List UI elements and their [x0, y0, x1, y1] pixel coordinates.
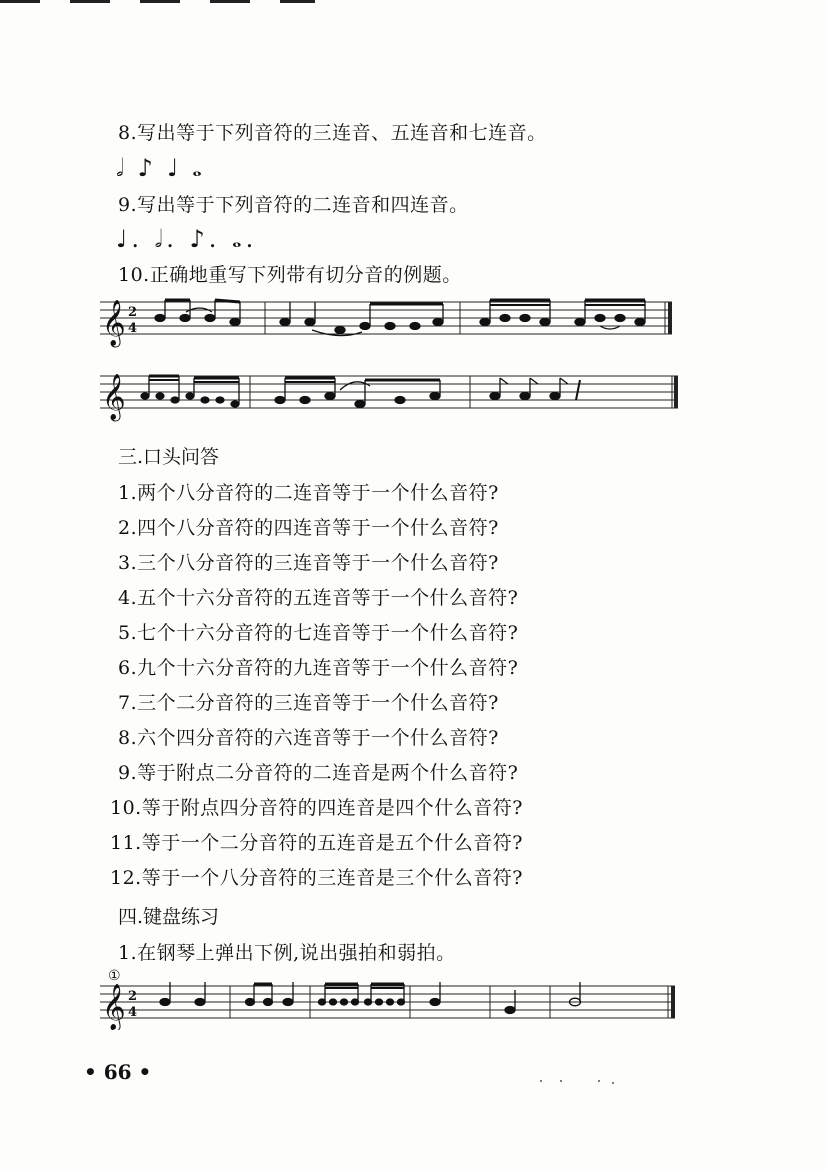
treble-clef-icon: 𝄞 [102, 374, 126, 420]
exercise-10: 10.正确地重写下列带有切分音的例题。 [118, 264, 462, 286]
time-signature: 4 [128, 1005, 138, 1020]
music-staff-2 [100, 366, 690, 426]
question-2: 2.四个八分音符的四连音等于一个什么音符? [118, 517, 499, 539]
question-4: 4.五个十六分音符的五连音等于一个什么音符? [118, 587, 519, 609]
scan-speck [540, 1080, 542, 1082]
exercise-9: 9.写出等于下列音符的二连音和四连音。 [118, 194, 469, 216]
question-3: 3.三个八分音符的三连音等于一个什么音符? [118, 552, 499, 574]
scan-speck [612, 1082, 614, 1084]
treble-clef-icon: 𝄞 [102, 300, 126, 346]
section-4-title: 四.键盘练习 [118, 906, 220, 928]
keyboard-exercise-1: 1.在钢琴上弹出下例,说出强拍和弱拍。 [118, 942, 456, 964]
question-7: 7.三个二分音符的三连音等于一个什么音符? [118, 692, 499, 714]
time-signature: 2 [128, 305, 138, 320]
question-1: 1.两个八分音符的二连音等于一个什么音符? [118, 482, 499, 504]
question-12: 12.等于一个八分音符的三连音是三个什么音符? [110, 867, 523, 889]
top-rule [70, 0, 110, 3]
top-rule [280, 0, 315, 3]
top-rule [0, 0, 40, 3]
scan-speck [560, 1080, 562, 1082]
music-staff-1 [100, 292, 680, 352]
section-3-title: 三.口头问答 [118, 446, 220, 468]
exercise-8-notes: 𝅗𝅥♪♩𝅝 [116, 154, 216, 182]
top-rule [210, 0, 250, 3]
question-8: 8.六个四分音符的六连音等于一个什么音符? [118, 727, 499, 749]
exercise-8: 8.写出等于下列音符的三连音、五连音和七连音。 [118, 122, 547, 144]
top-rule [140, 0, 180, 3]
page-number: • 66 • [84, 1060, 152, 1084]
question-9: 9.等于附点二分音符的二连音是两个什么音符? [118, 762, 519, 784]
music-staff-3 [90, 966, 690, 1030]
question-5: 5.七个十六分音符的七连音等于一个什么音符? [118, 622, 519, 644]
example-number-mark: ① [108, 968, 121, 984]
question-10: 10.等于附点四分音符的四连音是四个什么音符? [110, 797, 523, 819]
question-6: 6.九个十六分音符的九连音等于一个什么音符? [118, 657, 519, 679]
treble-clef-icon: 𝄞 [102, 984, 126, 1030]
scan-speck [598, 1080, 600, 1082]
time-signature: 4 [128, 321, 138, 336]
exercise-9-notes: ♩. 𝅗𝅥. ♪. 𝅝. [116, 225, 258, 253]
question-11: 11.等于一个二分音符的五连音是五个什么音符? [110, 832, 523, 854]
time-signature: 2 [128, 989, 138, 1004]
